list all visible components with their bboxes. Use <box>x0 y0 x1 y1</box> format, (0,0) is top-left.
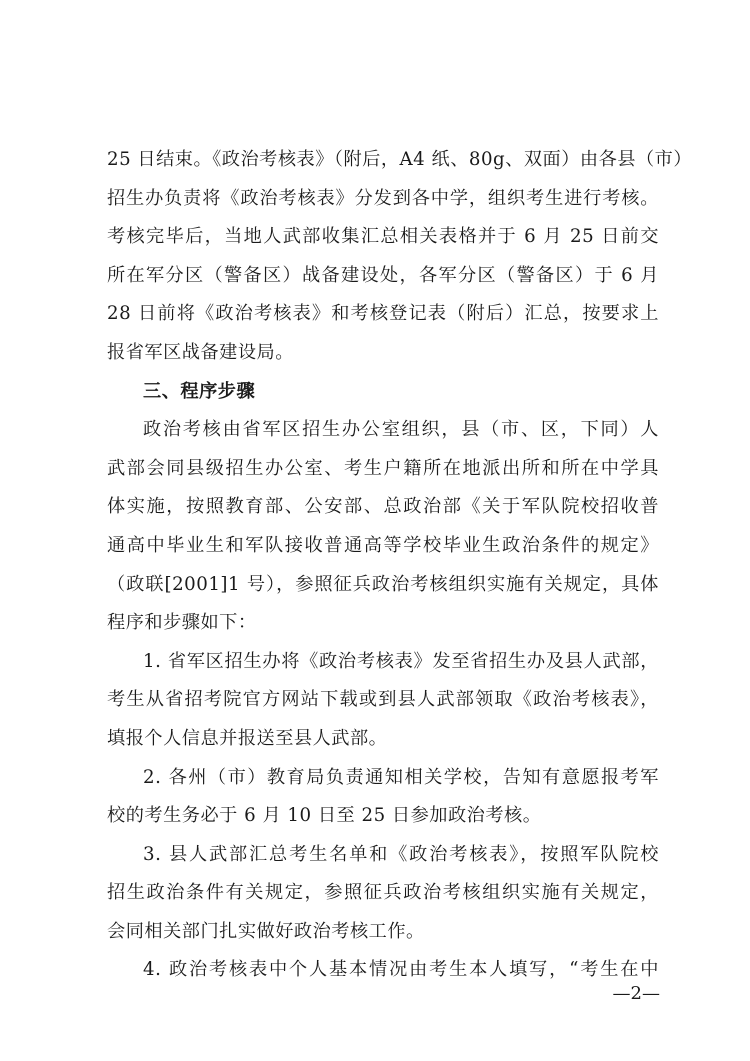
body-text <box>107 141 693 990</box>
text-line: 考核完毕后，当地人武部收集汇总相关表格并于 6 月 25 日前交 <box>107 226 659 248</box>
text-line: 体实施，按照教育部、公安部、总政治部《关于军队院校招收普 <box>107 496 659 518</box>
text-line: 会同相关部门扎实做好政治考核工作。 <box>107 920 425 942</box>
text-line: 程序和步骤如下： <box>107 612 257 634</box>
text-line: 通高中毕业生和军队接收普通高等学校毕业生政治条件的规定》 <box>107 534 659 556</box>
page-number: —2— <box>612 983 660 1004</box>
list-item-1: 1. 省军区招生办将《政治考核表》发至省招生办及县人武部， <box>143 650 659 672</box>
text-line: 报省军区战备建设局。 <box>107 341 294 363</box>
text-line: 政治考核由省军区招生办公室组织，县（市、区，下同）人 <box>143 419 659 441</box>
text-line: 校的考生务必于 6 月 10 日至 25 日参加政治考核。 <box>107 805 542 827</box>
text-line: 填报个人信息并报送至县人武部。 <box>107 727 388 749</box>
text-line: （政联[2001]1 号），参照征兵政治考核组织实施有关规定，具体 <box>107 573 659 595</box>
text-line: 28 日前将《政治考核表》和考核登记表（附后）汇总，按要求上 <box>107 303 659 325</box>
text-line: 考生从省招考院官方网站下载或到县人武部领取《政治考核表》， <box>107 689 659 711</box>
text-line: 25 日结束。《政治考核表》（附后，A4 纸、80g、双面）由各县（市） <box>107 149 693 170</box>
text-line: 武部会同县级招生办公室、考生户籍所在地派出所和所在中学具 <box>107 457 659 479</box>
section-heading: 三、程序步骤 <box>143 380 256 402</box>
text-line: 所在军分区（警备区）战备建设处，各军分区（警备区）于 6 月 <box>107 264 659 286</box>
text-line: 招生办负责将《政治考核表》分发到各中学，组织考生进行考核。 <box>107 187 659 209</box>
list-item-4: 4. 政治考核表中个人基本情况由考生本人填写，“考生在中 <box>143 959 659 981</box>
list-item-3: 3. 县人武部汇总考生名单和《政治考核表》，按照军队院校 <box>143 843 659 865</box>
list-item-2: 2. 各州（市）教育局负责通知相关学校，告知有意愿报考军 <box>143 766 659 788</box>
text-line: 招生政治条件有关规定，参照征兵政治考核组织实施有关规定， <box>107 882 659 904</box>
